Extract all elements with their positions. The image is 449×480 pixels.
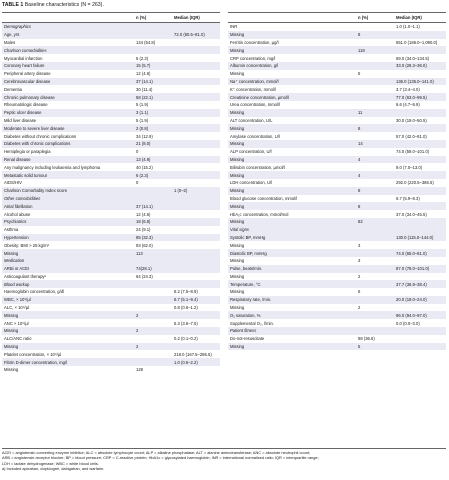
median-cell: 6.6 (4.7–9.9)	[396, 102, 420, 108]
table-row	[228, 31, 446, 39]
table-row	[2, 311, 220, 319]
row-label: HbA₁c concentration, mmol/mol	[230, 211, 289, 217]
median-cell: 6.7 (5.1–9.4)	[174, 297, 198, 303]
row-label: ALC/ANC ratio	[4, 336, 32, 342]
table-row	[228, 85, 446, 93]
table-row	[228, 117, 446, 125]
median-cell: 136.0 (135.0–141.0)	[396, 78, 434, 84]
table-row	[228, 319, 446, 327]
table-row	[2, 288, 220, 296]
n-pct-cell: 93 (62.0)	[136, 242, 153, 248]
table-row	[228, 234, 446, 242]
row-label: Pulse, beats/min.	[230, 266, 263, 272]
row-label: Peptic ulcer disease	[4, 110, 42, 116]
table-row	[228, 54, 446, 62]
table-row	[228, 210, 446, 218]
table-row	[2, 249, 220, 257]
section-header-row	[2, 280, 220, 288]
row-label: Bilirubin concentration, µmol/l	[230, 164, 285, 170]
row-label: Atrial fibrillation	[4, 203, 33, 209]
row-label: Missing	[230, 141, 245, 147]
row-label: Missing	[4, 367, 19, 373]
row-label: Mild liver disease	[4, 117, 37, 123]
row-label: Temperature, °C	[230, 281, 261, 287]
row-label: Demographics	[4, 24, 31, 30]
table-row	[228, 280, 446, 288]
table-row	[228, 70, 446, 78]
n-pct-cell: 2	[136, 328, 139, 334]
table-row	[2, 327, 220, 335]
table-row	[2, 117, 220, 125]
median-cell: 9.0 (7.0–13.0)	[396, 164, 423, 170]
row-label: Ferritin concentration, µg/l	[230, 39, 279, 45]
table-row	[228, 218, 446, 226]
row-label: O₂ saturation, %	[230, 312, 261, 318]
table-row	[2, 124, 220, 132]
row-label: Anticoagulant therapyᵃ	[4, 273, 47, 279]
n-pct-cell: 128	[136, 367, 143, 373]
median-cell: 37.0 (34.0–45.5)	[396, 211, 427, 217]
row-label: Moderate to severe liver disease	[4, 125, 65, 131]
n-pct-cell: 3	[358, 242, 361, 248]
n-pct-cell: 5	[358, 71, 361, 77]
table-row	[228, 343, 446, 351]
row-label: Males	[4, 39, 16, 45]
row-label: Missing	[230, 110, 245, 116]
row-label: Missing	[230, 156, 245, 162]
median-cell: 1.0 (1.0–1.1)	[396, 24, 420, 30]
row-label: Platelet concentration, × 10⁹/µl	[4, 351, 62, 357]
row-label: Haemoglobin concentration, g/dl	[4, 289, 65, 295]
n-pct-cell: 6	[358, 289, 361, 295]
row-label: Missing	[230, 47, 245, 53]
median-cell: 551.0 (186.0–1,090.0)	[396, 39, 438, 45]
median-cell: 87.0 (78.0–101.0)	[396, 266, 430, 272]
n-pct-cell: 2	[136, 344, 139, 350]
n-pct-cell: 5	[358, 344, 361, 350]
right-panel	[228, 12, 446, 350]
median-cell: 1 (0–2)	[174, 188, 188, 194]
table-row	[228, 335, 446, 343]
median-cell: 5.3 (3.6–7.5)	[174, 320, 198, 326]
row-label: Urea concentration, mmol/l	[230, 102, 281, 108]
n-pct-cell: 2	[358, 273, 361, 279]
n-pct-cell: 34 (12.9)	[136, 133, 153, 139]
table-row	[228, 195, 446, 203]
table-row	[2, 366, 220, 374]
n-pct-cell: 0	[136, 149, 139, 155]
median-cell: 77.0 (63.0–99.5)	[396, 94, 427, 100]
median-cell: 74.0 (65.0–81.0)	[396, 250, 427, 256]
median-cell: 218.0 (167.5–286.5)	[174, 351, 212, 357]
table-row	[2, 179, 220, 187]
left-panel	[2, 12, 220, 374]
row-label: Missing	[230, 273, 245, 279]
footnote-line: ACEI = angiotensin converting enzyme inhibitor; ALC = absolute lymphocyte count; ALP = alkaline phosphatase; ALT = alanine aminotransferase; ANC = absolute neutrophil count;	[2, 450, 311, 455]
table-row	[2, 101, 220, 109]
n-pct-cell: 21 (8.0)	[136, 141, 151, 147]
row-label: Supplemental O₂, l/min.	[230, 320, 274, 326]
row-label: ALT concentration, U/L	[230, 117, 273, 123]
row-label: Missing	[230, 305, 245, 311]
row-label: Amylase concentration, U/l	[230, 133, 280, 139]
table-row	[228, 179, 446, 187]
table-row	[2, 31, 220, 39]
table-row	[228, 132, 446, 140]
table-row	[2, 241, 220, 249]
table-row	[228, 311, 446, 319]
row-label: Missing	[230, 71, 245, 77]
left-header-row	[2, 12, 220, 23]
row-label: Cerebrovascular disease	[4, 78, 51, 84]
table-row	[2, 39, 220, 47]
n-pct-header: n (%)	[136, 15, 147, 20]
median-header: Median (IQR)	[396, 15, 422, 20]
table-row	[228, 109, 446, 117]
row-label: Diabetes without chronic complications	[4, 133, 77, 139]
table-row	[228, 273, 446, 281]
table-row	[228, 78, 446, 86]
n-pct-cell: 12 (4.6)	[136, 71, 151, 77]
row-label: Missing	[230, 258, 245, 264]
median-header: Median (IQR)	[174, 15, 200, 20]
row-label: K⁺ concentration, mmol/l	[230, 86, 276, 92]
median-cell: 33.0 (28.3–36.0)	[396, 63, 427, 69]
table-row	[2, 218, 220, 226]
n-pct-cell: 82	[358, 219, 363, 225]
row-label: Missing	[230, 344, 245, 350]
row-label: Albumin concentration, g/l	[230, 63, 279, 69]
row-label: Obesity: BMI > 25 kg/m²	[4, 242, 50, 248]
table-row	[2, 148, 220, 156]
footnote-line: LDH = lactate dehydrogenase; WBC = white blood cells.	[2, 460, 99, 466]
n-pct-cell: 6 (2.3)	[136, 172, 149, 178]
row-label: Diabetes with chronic complications	[4, 141, 71, 147]
n-pct-cell: 0	[136, 180, 139, 186]
n-pct-cell: 13 (4.9)	[136, 156, 151, 162]
n-pct-cell: 37 (14.1)	[136, 78, 153, 84]
n-pct-cell: 113	[136, 250, 143, 256]
table-row	[2, 319, 220, 327]
row-label: Alcohol abuse	[4, 211, 31, 217]
footnote-line: a) Included apixaban, clopidogrel, dabigatran, and warfarin.	[2, 466, 105, 472]
section-header-row	[2, 257, 220, 265]
table-row	[2, 226, 220, 234]
row-label: CRP concentration, mg/l	[230, 55, 276, 61]
table-row	[2, 70, 220, 78]
table-row	[228, 241, 446, 249]
section-header-row	[228, 226, 446, 234]
n-pct-cell: 8	[358, 188, 361, 194]
table-row	[2, 350, 220, 358]
row-label: Rheumatologic disease	[4, 102, 48, 108]
median-cell: 3.7 (3.4–4.0)	[396, 86, 420, 92]
table-row	[2, 234, 220, 242]
n-pct-cell: 64 (24.3)	[136, 273, 153, 279]
n-pct-cell: 6 (2.3)	[136, 55, 149, 61]
median-cell: 37.7 (36.9–38.4)	[396, 281, 427, 287]
row-label: Renal disease	[4, 156, 31, 162]
table-row	[228, 187, 446, 195]
row-label: Asthma	[4, 227, 19, 233]
median-cell: 74.0 (59.0–101.0)	[396, 149, 430, 155]
row-label: Peripheral artery disease	[4, 71, 51, 77]
n-pct-cell: 18 (6.8)	[136, 219, 151, 225]
table-row	[2, 343, 220, 351]
table-row	[228, 148, 446, 156]
table-row	[2, 156, 220, 164]
row-label: INR	[230, 24, 238, 30]
row-label: LDH concentration, U/l	[230, 180, 273, 186]
median-cell: 6.7 (5.9–8.3)	[396, 195, 420, 201]
table-row	[228, 156, 446, 164]
row-label: Coronary heart failure	[4, 63, 45, 69]
table-row	[2, 163, 220, 171]
table-row	[2, 335, 220, 343]
n-pct-cell: 2	[136, 312, 139, 318]
n-pct-cell: 2 (0.8)	[136, 125, 149, 131]
row-label: ALC, × 10⁹/µl	[4, 305, 30, 311]
right-table-body	[228, 23, 446, 350]
right-header-row	[228, 12, 446, 23]
table-row	[228, 101, 446, 109]
table-title: Baseline characteristics (N = 263).	[24, 2, 104, 8]
table-row	[2, 171, 220, 179]
table-row	[228, 62, 446, 70]
n-pct-cell: 11	[358, 110, 363, 116]
row-label: Chronic pulmonary disease	[4, 94, 55, 100]
table-row	[2, 132, 220, 140]
row-label: Na⁺ concentration, mmol/l	[230, 78, 279, 84]
n-pct-cell: 98 (36.6)	[358, 336, 375, 342]
table-row	[228, 265, 446, 273]
table-row	[228, 288, 446, 296]
n-pct-cell: 24 (9.1)	[136, 227, 151, 233]
section-header-row	[2, 195, 220, 203]
row-label: Missing	[230, 219, 245, 225]
table-row	[228, 39, 446, 47]
row-label: Do-not-resuscitate	[230, 336, 265, 342]
row-label: Hypertension	[4, 234, 29, 240]
median-cell: 69.0 (34.0–134.5)	[396, 55, 430, 61]
row-label: Charlson Comorbidity Index score	[4, 188, 68, 194]
table-row	[2, 109, 220, 117]
table-row	[228, 124, 446, 132]
table-row	[228, 249, 446, 257]
table-footnote	[2, 448, 446, 472]
median-cell: 72.0 (60.5–81.0)	[174, 32, 205, 38]
row-label: Missing	[230, 242, 245, 248]
row-label: Missing	[230, 188, 245, 194]
table-row	[2, 78, 220, 86]
row-label: Charlson comorbidities	[4, 47, 47, 53]
section-header-row	[228, 327, 446, 335]
row-label: Blood glucose concentration, mmol/l	[230, 195, 298, 201]
n-pct-cell: 2	[358, 305, 361, 311]
row-label: Missing	[230, 203, 245, 209]
table-row	[228, 202, 446, 210]
row-label: Other comorbidities	[4, 195, 41, 201]
n-pct-cell: 14	[358, 141, 363, 147]
row-label: AIDS/HIV	[4, 180, 22, 186]
median-cell: 30.0 (19.0–50.5)	[396, 117, 427, 123]
n-pct-cell: 15 (5.7)	[136, 63, 151, 69]
n-pct-cell: 8	[358, 203, 361, 209]
n-pct-cell: 144 (54.8)	[136, 39, 156, 45]
row-label: Hemiplegia or paraplegia	[4, 149, 51, 155]
n-pct-cell: 8	[358, 32, 361, 38]
table-row	[2, 85, 220, 93]
n-pct-cell: 3 (1.1)	[136, 110, 149, 116]
row-label: Fibrin D-dimer concentration, mg/l	[4, 359, 68, 365]
table-row	[228, 140, 446, 148]
row-label: Patient fitness	[230, 328, 257, 334]
row-label: Missing	[230, 289, 245, 295]
row-label: Missing	[4, 250, 19, 256]
table-row	[228, 163, 446, 171]
n-pct-cell: 119	[358, 47, 365, 53]
n-pct-cell: 3	[358, 258, 361, 264]
median-cell: 0.2 (0.1–0.2)	[174, 336, 198, 342]
row-label: Missing	[230, 125, 245, 131]
row-label: Respiratory rate, /min.	[230, 297, 272, 303]
median-cell: 0.0 (0.0–3.0)	[396, 320, 420, 326]
row-label: Missing	[4, 312, 19, 318]
row-label: Missing	[230, 172, 245, 178]
row-label: ANC × 10⁹/µl	[4, 320, 29, 326]
row-label: Medication	[4, 258, 25, 264]
table-row	[228, 23, 446, 31]
table-row	[2, 265, 220, 273]
section-header-row	[2, 46, 220, 54]
table-row	[2, 62, 220, 70]
n-pct-cell: 4	[358, 172, 361, 178]
n-pct-cell: 5 (1.9)	[136, 117, 149, 123]
median-cell: 1.0 (0.6–2.2)	[174, 359, 198, 365]
row-label: Missing	[4, 328, 19, 334]
table-row	[2, 210, 220, 218]
n-pct-cell: 40 (15.2)	[136, 164, 153, 170]
n-pct-cell: 37 (14.1)	[136, 203, 153, 209]
median-cell: 96.0 (94.0–97.0)	[396, 312, 427, 318]
median-cell: 292.0 (220.5–386.5)	[396, 180, 434, 186]
table-row	[228, 296, 446, 304]
row-label: Any malignancy including leukaemia and lymphoma	[4, 164, 101, 170]
table-row	[2, 202, 220, 210]
row-label: Missing	[4, 344, 19, 350]
row-label: WBC, × 10⁹/µl	[4, 297, 31, 303]
median-cell: 8.2 (7.5–8.9)	[174, 289, 198, 295]
n-pct-cell: 5 (1.9)	[136, 102, 149, 108]
table-row	[228, 304, 446, 312]
n-pct-cell: 85 (32.3)	[136, 234, 153, 240]
row-label: ARBi or ACEI	[4, 266, 30, 272]
row-label: Creatinine concentration, µmol/l	[230, 94, 289, 100]
row-label: Missing	[230, 32, 245, 38]
row-label: Vital signs	[230, 227, 250, 233]
table-row	[228, 171, 446, 179]
table-row	[2, 358, 220, 366]
section-header-row	[2, 23, 220, 31]
table-row	[2, 140, 220, 148]
row-label: Dementia	[4, 86, 22, 92]
row-label: Psychiatrics	[4, 219, 27, 225]
row-label: Age, yrs	[4, 32, 20, 38]
table-row	[2, 304, 220, 312]
n-pct-cell: 8	[358, 125, 361, 131]
row-label: Blood workup	[4, 281, 30, 287]
median-cell: 130.0 (115.0–144.0)	[396, 234, 434, 240]
table-row	[228, 93, 446, 101]
n-pct-header: n (%)	[358, 15, 369, 20]
median-cell: 57.0 (42.0–81.0)	[396, 133, 427, 139]
n-pct-cell: 4	[358, 156, 361, 162]
table-row	[2, 296, 220, 304]
table-row	[228, 46, 446, 54]
row-label: Diastolic BP, mmHg	[230, 250, 267, 256]
median-cell: 20.0 (18.0–24.0)	[396, 297, 427, 303]
row-label: Metastatic solid tumour	[4, 172, 48, 178]
row-label: Systolic BP, mmHg	[230, 234, 266, 240]
n-pct-cell: 74(28.1)	[136, 266, 152, 272]
table-row	[2, 187, 220, 195]
table-row	[228, 257, 446, 265]
table-row	[2, 273, 220, 281]
n-pct-cell: 30 (11.4)	[136, 86, 153, 92]
footnote-line: ARB = angiotensin-receptor blocker; BP = blood pressure; CRP = C-reactive protein; HbA1c = glycosylated haemoglobin; INR = international normalised ratio; IQR = interquartile range;	[2, 455, 319, 461]
row-label: Myocardial infarction	[4, 55, 43, 61]
left-table-body	[2, 23, 220, 374]
median-cell: 0.8 (0.6–1.2)	[174, 305, 198, 311]
row-label: ALP concentration, U/l	[230, 149, 272, 155]
n-pct-cell: 58 (22.1)	[136, 94, 153, 100]
table-label: TABLE 1	[2, 2, 24, 8]
n-pct-cell: 12 (4.6)	[136, 211, 151, 217]
table-row	[2, 93, 220, 101]
table-row	[2, 54, 220, 62]
table-caption	[2, 2, 104, 9]
